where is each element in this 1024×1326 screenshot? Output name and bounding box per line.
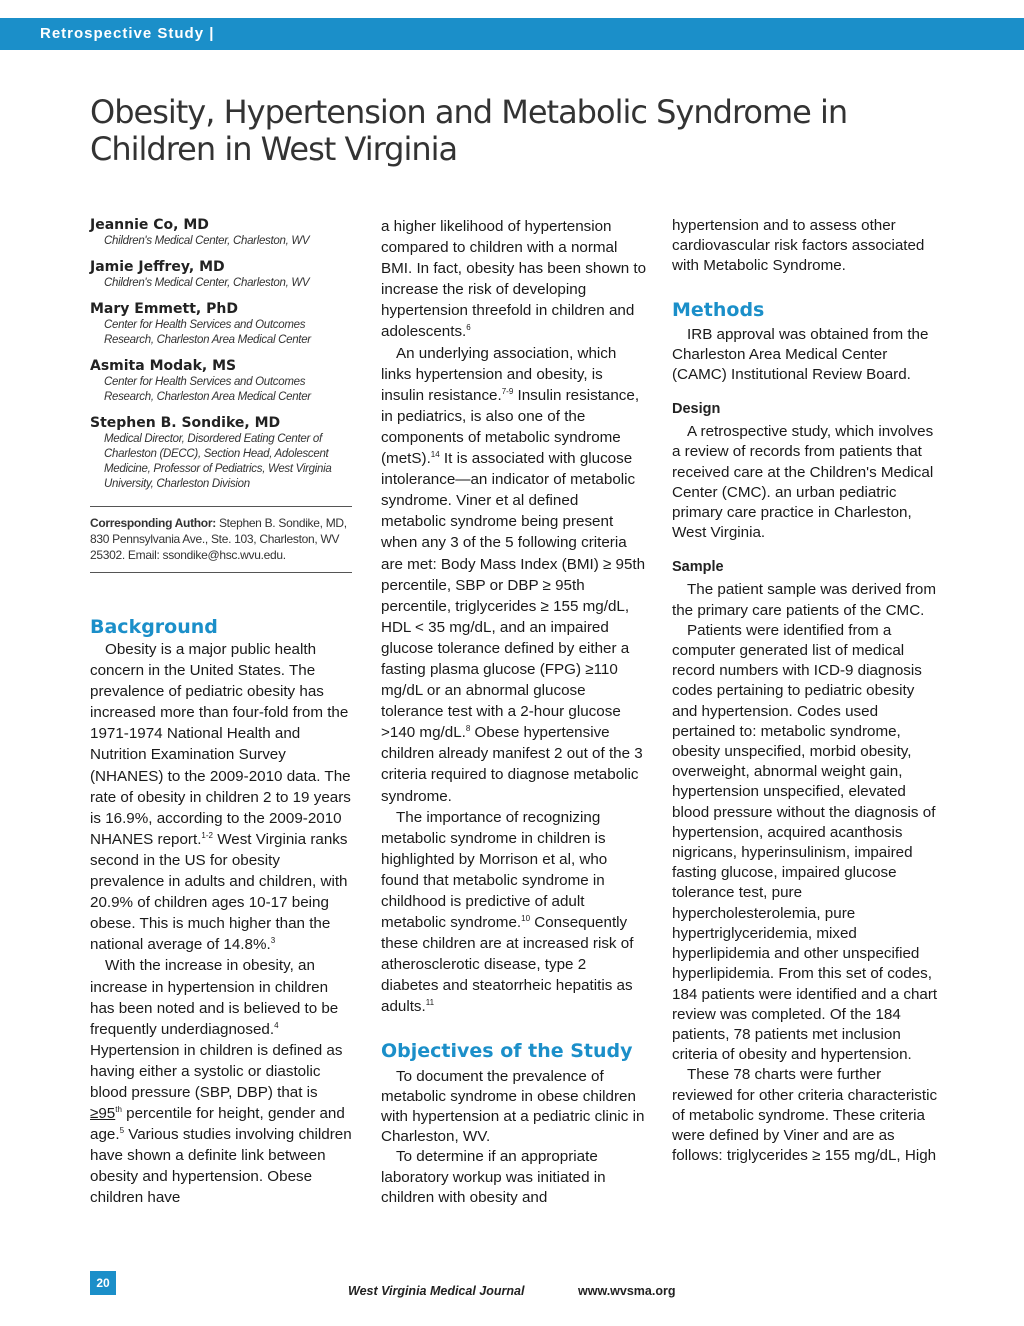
author-block <box>90 258 352 291</box>
section-header-bar <box>0 18 1024 50</box>
heading-objectives: Objectives of the Study <box>381 1039 633 1062</box>
author-name: Asmita Modak, MS <box>90 358 237 374</box>
sample-paragraph: These 78 charts were further reviewed for other criteria characteristic of metabolic syndrome. These criteria were defined by Viner and are as follows: triglycerides ≥ 155 mg/dL, High <box>672 1066 938 1165</box>
author-affiliation: Children's Medical Center, Charleston, WV <box>104 235 310 247</box>
body-paragraph: hypertension and to assess other cardiovascular risk factors associated with Metabolic Syndrome. <box>672 217 925 275</box>
objective-paragraph: To determine if an appropriate laboratory workup was initiated in children with obesity and <box>381 1148 606 1206</box>
page-number: 20 <box>90 1271 116 1295</box>
author-affiliation: Medical Director, Disordered Eating Center of Charleston (DECC), Section Head, Adolescent Medicine, Professor of Pediatrics, West Virginia University, Charleston Division <box>104 433 332 490</box>
heading-sample: Sample <box>672 559 724 576</box>
author-affiliation: Center for Health Services and Outcomes Research, Charleston Area Medical Center <box>104 319 311 346</box>
footer-website[interactable]: www.wvsma.org <box>578 1284 676 1298</box>
author-name: Jeannie Co, MD <box>90 217 209 233</box>
corresponding-text: Stephen B. Sondike, MD, 830 Pennsylvania Ave., Ste. 103, Charleston, WV 25302. Email: ssondike@hsc.wvu.edu. <box>90 516 347 562</box>
methods-paragraph: IRB approval was obtained from the Charleston Area Medical Center (CAMC) Institutional Review Board. <box>672 325 929 384</box>
article-title: Obesity, Hypertension and Metabolic Syndrome in Children in West Virginia <box>90 93 848 168</box>
author-name: Mary Emmett, PhD <box>90 301 238 317</box>
author-affiliation: Children's Medical Center, Charleston, WV <box>104 277 310 289</box>
background-paragraph: With the increase in obesity, an increase in hypertension in children has been noted and is believed to be frequently underdiagnosed.$^4$ Hypertension in children is defined as having either a systolic or diastolic blood pressure (SBP, DBP) that is ≥95th percentile for height, gender and age.$^5$ Various studies involving children have shown a definite link between obesity and hypertension. Obese children have <box>90 957 352 1207</box>
heading-background: Background <box>90 616 218 638</box>
author-affiliation: Center for Health Services and Outcomes Research, Charleston Area Medical Center <box>104 376 311 403</box>
body-paragraph: a higher likelihood of hypertension compared to children with a normal BMI. In fact, obesity has been shown to increase the risk of developing hypertension threefold in children and adolescents.$^6$ <box>381 218 647 341</box>
column-left <box>90 216 352 1209</box>
sample-paragraph: The patient sample was derived from the primary care patients of the CMC. <box>672 581 937 619</box>
heading-design: Design <box>672 401 721 418</box>
author-block <box>90 216 352 249</box>
column-right <box>672 216 940 1166</box>
footer-journal-name: West Virginia Medical Journal <box>348 1284 525 1298</box>
section-label: Retrospective Study | <box>40 25 215 42</box>
author-block <box>90 357 352 405</box>
body-paragraph: An underlying association, which links hypertension and obesity, is insulin resistance.$^{7-9}$ Insulin resistance, in pediatrics, is also one of the components of metabolic syndrome (metS).$^{14}$ It is associated with glucose intolerance—an indicator of metabolic syndrome. Viner et al defined metabolic syndrome being present when any 3 of the 5 following criteria are met: Body Mass Index (BMI) ≥ 95th percentile, SBP or DBP ≥ 95th percentile, triglycerides ≥ 155 mg/dL, HDL < 35 mg/dL, and an impaired glucose tolerance defined by either a fasting plasma glucose (FPG) ≥110 mg/dL or an abnormal glucose tolerance test with a 2-hour glucose >140 mg/dL.$^8$ Obese hypertensive children already manifest 2 out of the 3 criteria required to diagnose metabolic syndrome. <box>381 344 646 805</box>
column-middle <box>381 216 647 1208</box>
background-paragraph: Obesity is a major public health concern in the United States. The prevalence of pediatric obesity has increased more than four-fold from the 1971-1974 National Health and Nutrition Examination Survey (NHANES) to the 2009-2010 data. The rate of obesity in children 2 to 19 years is 16.9%, according to the 2009-2010 NHANES report.$^{1-2}$ West Virginia ranks second in the US for obesity prevalence in adults and children, with 20.9% of children ages 10-17 being obese. This is much higher than the national average of 14.8%.$^3$ <box>90 641 351 954</box>
heading-methods: Methods <box>672 298 765 321</box>
author-block <box>90 414 352 492</box>
body-paragraph: The importance of recognizing metabolic syndrome in children is highlighted by Morrison et al, who found that metabolic syndrome in childhood is predictive of adult metabolic syndrome.$^{10}$ Consequently these children are at increased risk of atherosclerotic disease, type 2 diabetes and steatorrheic hepatitis as adults.$^{11}$ <box>381 808 634 1016</box>
author-name: Stephen B. Sondike, MD <box>90 415 281 431</box>
corresponding-label: Corresponding Author: <box>90 516 216 530</box>
corresponding-author-box <box>90 506 352 573</box>
sample-paragraph: Patients were identified from a computer generated list of medical record numbers with ICD-9 diagnosis codes pertaining to pediatric obesity and hypertension. Codes used pertained to: metabolic syndrome, obesity unspecified, morbid obesity, overweight, abnormal weight gain, hypertension unspecified, elevated blood pressure without the diagnosis of hypertension, acquired acanthosis nigricans, hyperinsulinism, impaired fasting glucose, impaired glucose tolerance test, pure hypercholesterolemia, pure hypertriglyceridemia, mixed hyperlipidemia and other unspecified hyperlipidemia. From this set of codes, 184 patients were identified and a chart review was completed. Of the 184 patients, 78 patients met inclusion criteria of obesity and hypertension. <box>672 621 938 1064</box>
design-paragraph: A retrospective study, which involves a review of records from patients that received care at the Children's Medical Center (CMC). an urban pediatric primary care practice in Charleston, West Virginia. <box>672 423 934 542</box>
author-block <box>90 300 352 348</box>
author-name: Jamie Jeffrey, MD <box>90 259 225 275</box>
objective-paragraph: To document the prevalence of metabolic syndrome in obese children with hypertension at a pediatric clinic in Charleston, WV. <box>381 1067 645 1146</box>
